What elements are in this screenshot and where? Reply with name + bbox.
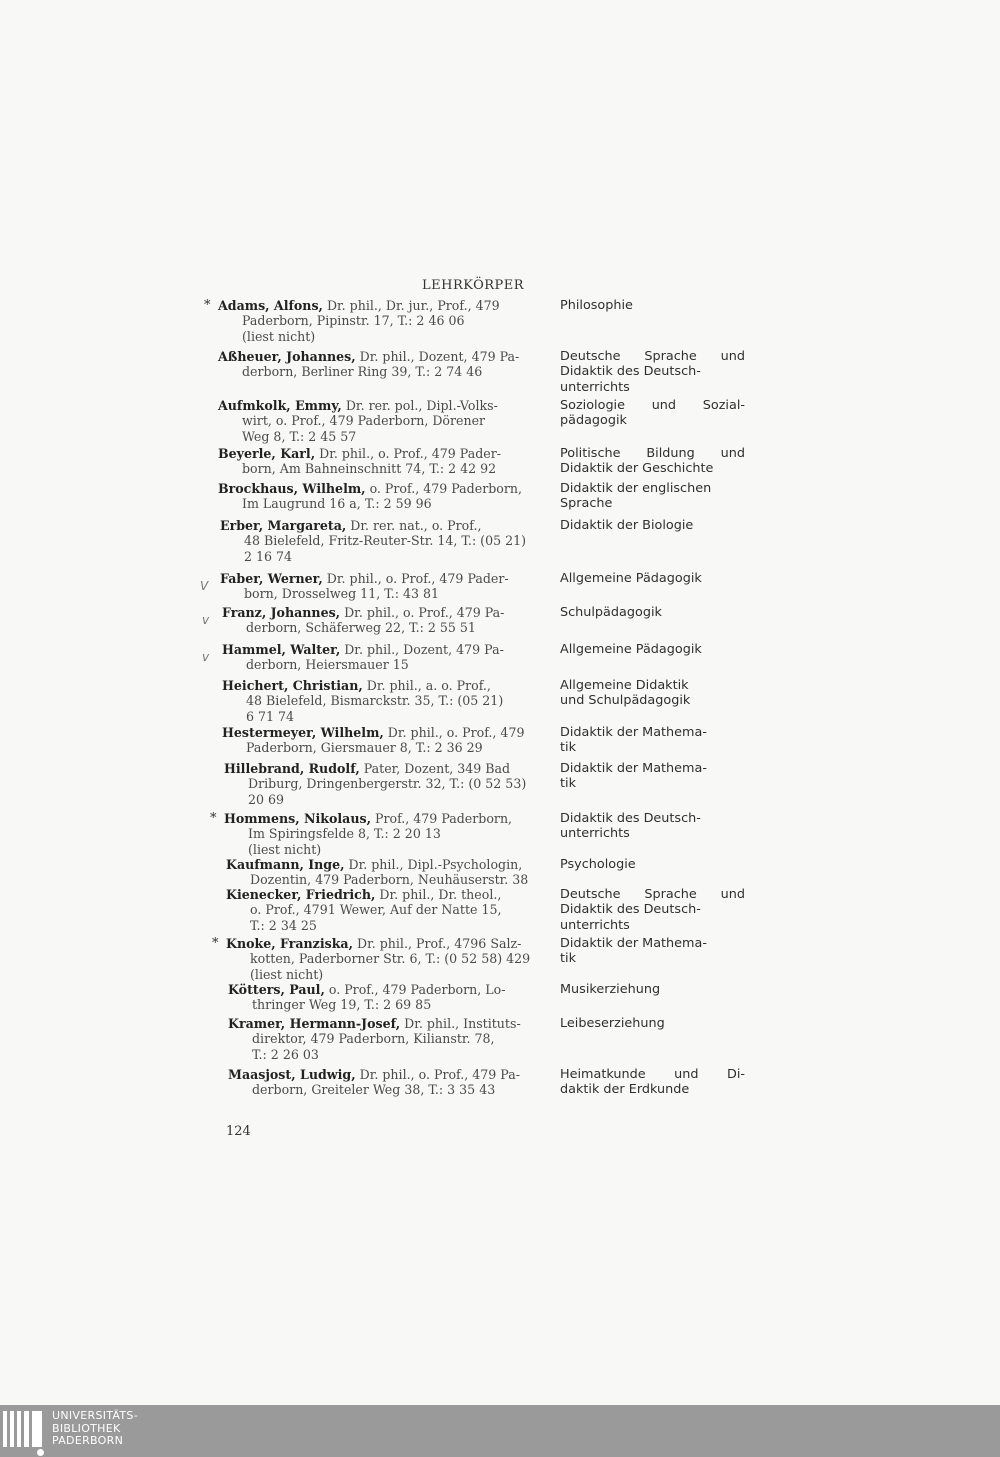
faculty-name: Heichert, Christian,: [222, 678, 363, 693]
entry-address-line: (liest nicht): [250, 966, 324, 982]
faculty-title: Dr. phil., o. Prof., 479 Pader-: [322, 571, 509, 586]
entry-address-line: (liest nicht): [248, 841, 322, 857]
entry-subject: [560, 518, 745, 533]
faculty-title: Dr. phil., a. o. Prof.,: [362, 678, 491, 693]
entry-address-line: derborn, Berliner Ring 39, T.: 2 74 46: [242, 364, 483, 380]
library-footer-bar: [0, 1405, 1000, 1457]
entry-subject: [560, 349, 745, 395]
entry-address-block: [222, 678, 552, 724]
entry-address-block: [228, 1016, 558, 1062]
faculty-title: Dr. phil., o. Prof., 479 Pa-: [355, 1067, 520, 1082]
entry-first-line: [222, 605, 552, 620]
entry-address-block: [220, 571, 550, 602]
faculty-name: Kaufmann, Inge,: [226, 857, 345, 872]
faculty-entry: [0, 298, 1000, 344]
entry-address-line: wirt, o. Prof., 479 Paderborn, Dörener: [242, 413, 486, 429]
faculty-title: o. Prof., 479 Paderborn,: [365, 481, 522, 496]
faculty-entry: [0, 398, 1000, 444]
faculty-title: Dr. phil., Dozent, 479 Pa-: [340, 642, 504, 657]
subject-line: Didaktik der Geschichte: [560, 461, 714, 477]
entry-address-line: T.: 2 34 25: [250, 917, 317, 933]
entry-subject: [560, 1016, 745, 1031]
faculty-entry: [0, 481, 1000, 512]
faculty-title: Dr. phil., o. Prof., 479 Pader-: [315, 446, 502, 461]
entry-address-line: Paderborn, Pipinstr. 17, T.: 2 46 06: [242, 313, 465, 329]
faculty-name: Erber, Margareta,: [220, 518, 347, 533]
subject-line: unterrichts: [560, 917, 630, 933]
subject-line: Soziologie und Sozial-: [560, 398, 745, 413]
entry-address-block: [218, 446, 548, 477]
entry-address-block: [222, 725, 552, 756]
entry-address-line: 48 Bielefeld, Bismarckstr. 35, T.: (05 21): [246, 693, 504, 709]
entry-first-line: [220, 571, 550, 586]
page-heading: LEHRKÖRPER: [422, 278, 525, 293]
subject-line: daktik der Erdkunde: [560, 1082, 690, 1098]
entry-first-line: [224, 811, 554, 826]
entry-first-line: [224, 761, 554, 776]
subject-line: Leibeserziehung: [560, 1016, 665, 1031]
entry-first-line: [226, 887, 556, 902]
faculty-title: o. Prof., 479 Paderborn, Lo-: [324, 982, 506, 997]
entry-subject: [560, 398, 745, 429]
entry-subject: [560, 678, 745, 709]
entry-first-line: [228, 1067, 558, 1082]
subject-line: Musikerziehung: [560, 982, 661, 997]
faculty-entry: [0, 887, 1000, 933]
entry-first-line: [222, 678, 552, 693]
asterisk-marker: *: [212, 936, 219, 951]
entry-subject: [560, 761, 745, 792]
entry-address-line: born, Drosselweg 11, T.: 43 81: [244, 586, 440, 602]
entry-address-block: [228, 1067, 558, 1098]
entry-subject: [560, 936, 745, 967]
subject-line: Philosophie: [560, 298, 633, 313]
faculty-name: Knoke, Franziska,: [226, 936, 353, 951]
handwritten-check-mark: v: [202, 650, 210, 664]
faculty-entry: [0, 678, 1000, 724]
faculty-name: Kramer, Hermann-Josef,: [228, 1016, 401, 1031]
faculty-entry: [0, 605, 1000, 636]
faculty-name: Hestermeyer, Wilhelm,: [222, 725, 384, 740]
entry-first-line: [218, 298, 548, 313]
entry-address-line: 48 Bielefeld, Fritz-Reuter-Str. 14, T.: (05 21): [244, 533, 527, 549]
subject-line: unterrichts: [560, 379, 630, 395]
faculty-name: Franz, Johannes,: [222, 605, 341, 620]
faculty-title: Dr. phil., Dozent, 479 Pa-: [355, 349, 520, 364]
subject-line: tik: [560, 776, 576, 792]
entry-first-line: [228, 982, 558, 997]
subject-line: Sprache: [560, 496, 613, 512]
faculty-entry: [0, 811, 1000, 857]
entry-first-line: [218, 398, 548, 413]
entry-address-line: o. Prof., 4791 Wewer, Auf der Natte 15,: [250, 902, 502, 918]
faculty-title: Dr. phil., Prof., 4796 Salz-: [352, 936, 522, 951]
faculty-entry: [0, 1016, 1000, 1062]
entry-subject: [560, 857, 745, 872]
handwritten-check-mark: v: [202, 613, 210, 627]
entry-address-line: direktor, 479 Paderborn, Kilianstr. 78,: [252, 1031, 495, 1047]
subject-line: Didaktik des Deutsch-: [560, 811, 701, 826]
entry-address-line: derborn, Heiersmauer 15: [246, 657, 409, 673]
page-number: 124: [226, 1124, 251, 1139]
logo-line: BIBLIOTHEK: [52, 1421, 121, 1435]
entry-first-line: [220, 518, 550, 533]
entry-subject: [560, 642, 745, 657]
faculty-title: Dr. phil., Dipl.-Psychologin,: [344, 857, 523, 872]
faculty-entry: [0, 982, 1000, 1013]
faculty-entry: [0, 349, 1000, 395]
faculty-title: Dr. phil., o. Prof., 479 Pa-: [340, 605, 505, 620]
subject-line: Psychologie: [560, 857, 636, 872]
faculty-name: Brockhaus, Wilhelm,: [218, 481, 366, 496]
library-logo-icon: [0, 1411, 50, 1451]
entry-address-block: [218, 298, 548, 344]
subject-line: Allgemeine Pädagogik: [560, 571, 702, 586]
subject-line: Politische Bildung und: [560, 446, 745, 461]
entry-address-block: [226, 857, 556, 888]
subject-line: Deutsche Sprache und: [560, 349, 745, 364]
entry-subject: [560, 298, 745, 313]
entry-first-line: [218, 349, 548, 364]
entry-subject: [560, 481, 745, 512]
entry-address-block: [222, 642, 552, 673]
subject-line: Didaktik der Mathema-: [560, 725, 707, 740]
entry-address-block: [224, 761, 554, 807]
faculty-entry: [0, 936, 1000, 982]
subject-line: Deutsche Sprache und: [560, 887, 745, 902]
entry-first-line: [228, 1016, 558, 1031]
faculty-entry: [0, 642, 1000, 673]
entry-address-line: kotten, Paderborner Str. 6, T.: (0 52 58) 429: [250, 951, 531, 967]
entry-address-line: Im Spiringsfelde 8, T.: 2 20 13: [248, 826, 441, 842]
entry-address-block: [218, 349, 548, 380]
entry-first-line: [218, 481, 548, 496]
faculty-name: Hillebrand, Rudolf,: [224, 761, 360, 776]
entry-address-line: Im Laugrund 16 a, T.: 2 59 96: [242, 496, 432, 512]
faculty-name: Kienecker, Friedrich,: [226, 887, 376, 902]
faculty-name: Aufmkolk, Emmy,: [218, 398, 342, 413]
entry-address-line: 20 69: [248, 791, 285, 807]
entry-subject: [560, 571, 745, 586]
entry-address-line: Dozentin, 479 Paderborn, Neuhäuserstr. 38: [250, 872, 529, 888]
faculty-name: Faber, Werner,: [220, 571, 323, 586]
entry-first-line: [222, 725, 552, 740]
subject-line: Didaktik der englischen: [560, 481, 712, 496]
entry-first-line: [226, 857, 556, 872]
subject-line: Didaktik der Mathema-: [560, 761, 707, 776]
entry-subject: [560, 605, 745, 620]
subject-line: Allgemeine Pädagogik: [560, 642, 702, 657]
subject-line: unterrichts: [560, 826, 630, 842]
entry-subject: [560, 811, 745, 842]
entry-address-block: [224, 811, 554, 857]
faculty-title: Prof., 479 Paderborn,: [370, 811, 513, 826]
faculty-name: Hommens, Nikolaus,: [224, 811, 371, 826]
subject-line: tik: [560, 951, 576, 967]
entry-subject: [560, 725, 745, 756]
entry-address-block: [218, 398, 548, 444]
subject-line: tik: [560, 740, 576, 756]
entry-address-block: [222, 605, 552, 636]
subject-line: Didaktik des Deutsch-: [560, 902, 701, 918]
entry-address-line: 2 16 74: [244, 548, 293, 564]
entry-address-block: [226, 887, 556, 933]
entry-subject: [560, 982, 745, 997]
entry-subject: [560, 1067, 745, 1098]
faculty-entry: [0, 446, 1000, 477]
faculty-title: Dr. phil., Dr. theol.,: [375, 887, 502, 902]
entry-address-line: 6 71 74: [246, 708, 295, 724]
subject-line: Schulpädagogik: [560, 605, 662, 620]
subject-line: Didaktik des Deutsch-: [560, 364, 701, 380]
faculty-title: Pater, Dozent, 349 Bad: [359, 761, 511, 776]
faculty-entry: [0, 1067, 1000, 1098]
subject-line: und Schulpädagogik: [560, 693, 691, 709]
library-logo-text: [52, 1410, 138, 1448]
faculty-name: Hammel, Walter,: [222, 642, 341, 657]
faculty-title: Dr. phil., Dr. jur., Prof., 479: [322, 298, 500, 313]
entry-address-line: Paderborn, Giersmauer 8, T.: 2 36 29: [246, 740, 483, 756]
entry-first-line: [222, 642, 552, 657]
subject-line: pädagogik: [560, 413, 627, 429]
faculty-entry: [0, 518, 1000, 564]
subject-line: Allgemeine Didaktik: [560, 678, 689, 693]
entry-first-line: [226, 936, 556, 951]
entry-subject: [560, 887, 745, 933]
subject-line: Didaktik der Mathema-: [560, 936, 707, 951]
entry-address-line: Weg 8, T.: 2 45 57: [242, 428, 357, 444]
entry-subject: [560, 446, 745, 477]
entry-address-line: derborn, Schäferweg 22, T.: 2 55 51: [246, 620, 476, 636]
handwritten-check-mark: V: [200, 579, 209, 593]
entry-address-block: [228, 982, 558, 1013]
faculty-entry: [0, 571, 1000, 602]
entry-address-block: [218, 481, 548, 512]
entry-address-line: born, Am Bahneinschnitt 74, T.: 2 42 92: [242, 461, 497, 477]
faculty-name: Beyerle, Karl,: [218, 446, 316, 461]
faculty-title: Dr. rer. nat., o. Prof.,: [346, 518, 482, 533]
faculty-name: Aßheuer, Johannes,: [218, 349, 356, 364]
asterisk-marker: *: [204, 298, 211, 313]
entry-address-line: T.: 2 26 03: [252, 1046, 319, 1062]
logo-line: PADERBORN: [52, 1434, 124, 1447]
entry-address-block: [220, 518, 550, 564]
faculty-entry: [0, 761, 1000, 807]
faculty-entry: [0, 725, 1000, 756]
faculty-name: Maasjost, Ludwig,: [228, 1067, 356, 1082]
faculty-title: Dr. phil., o. Prof., 479: [383, 725, 525, 740]
entry-address-line: derborn, Greiteler Weg 38, T.: 3 35 43: [252, 1082, 496, 1098]
faculty-name: Adams, Alfons,: [218, 298, 323, 313]
subject-line: Didaktik der Biologie: [560, 518, 694, 533]
entry-first-line: [218, 446, 548, 461]
entry-address-block: [226, 936, 556, 982]
entry-address-line: Driburg, Dringenbergerstr. 32, T.: (0 52 53): [248, 776, 527, 792]
entry-address-line: (liest nicht): [242, 328, 316, 344]
subject-line: Heimatkunde und Di-: [560, 1067, 745, 1082]
asterisk-marker: *: [210, 811, 217, 826]
logo-line: UNIVERSITÄTS-: [52, 1409, 138, 1422]
faculty-title: Dr. rer. pol., Dipl.-Volks-: [341, 398, 498, 413]
faculty-name: Kötters, Paul,: [228, 982, 325, 997]
faculty-title: Dr. phil., Instituts-: [400, 1016, 521, 1031]
entry-address-line: thringer Weg 19, T.: 2 69 85: [252, 997, 432, 1013]
faculty-entry: [0, 857, 1000, 888]
